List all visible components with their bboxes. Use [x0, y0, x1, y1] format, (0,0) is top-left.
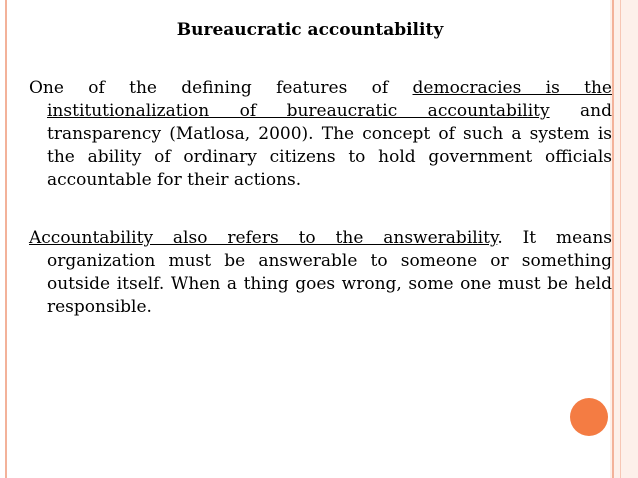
slide-title: Bureaucratic accountability	[176, 20, 444, 40]
paragraph2-underlined: Accountability also refers to the answerability	[29, 228, 498, 248]
paragraph1-pre: One of the defining features of	[29, 78, 413, 98]
paragraph2-post: . It means organization must be answerable to someone or something outside itself. When a thing goes wrong, some one must be held responsible.	[47, 228, 613, 317]
paragraph1-post: and transparency (Matlosa, 2000). The concept of such a system is the ability of ordinary citizens to hold government officials accountable for their actions.	[47, 101, 612, 190]
right-border-line	[612, 0, 614, 478]
paragraph-democracies	[29, 77, 612, 192]
right-border-line-thin	[620, 0, 621, 478]
paragraph-answerability	[29, 227, 612, 319]
right-border-band	[610, 0, 638, 478]
orange-circle-decoration	[570, 398, 608, 436]
left-border-line	[5, 0, 7, 478]
paragraph1-underlined: democracies is the institutionalization of bureaucratic accountability	[47, 78, 612, 121]
